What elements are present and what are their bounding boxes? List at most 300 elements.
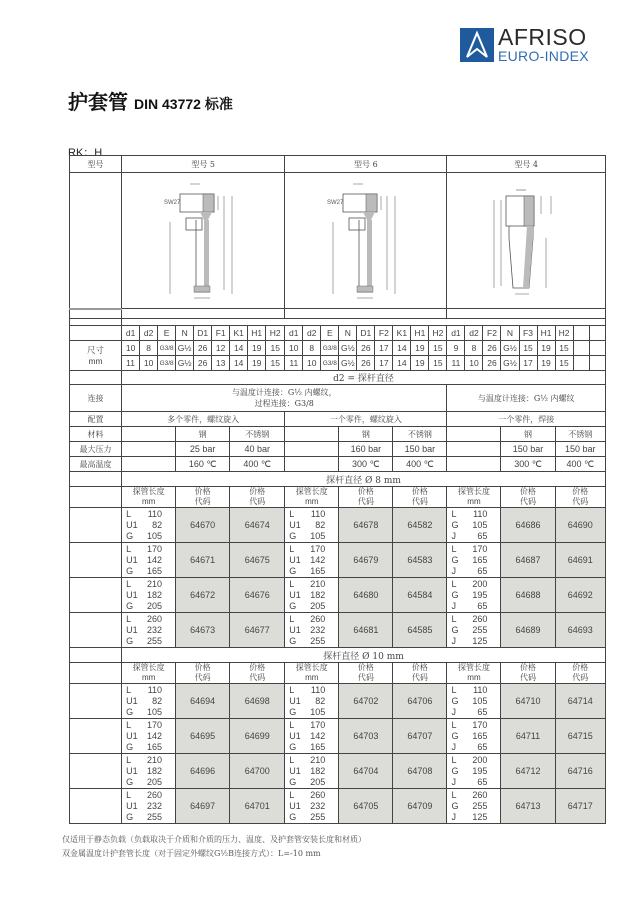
spacer-row bbox=[70, 309, 606, 319]
dimension-value-text: 13 bbox=[215, 358, 226, 368]
length-key: L bbox=[289, 508, 295, 519]
material-value bbox=[230, 427, 285, 442]
dimension-value-text: 26 bbox=[197, 358, 208, 368]
price-header-line1: 价格 bbox=[194, 663, 211, 672]
price-code-steel bbox=[176, 613, 230, 648]
product-row bbox=[70, 578, 606, 613]
length-entry bbox=[126, 520, 175, 531]
max-pressure-value bbox=[555, 442, 605, 457]
product-row bbox=[70, 684, 606, 719]
price-code-steel bbox=[501, 508, 555, 543]
type-6-drawing-svg bbox=[291, 174, 441, 304]
dimension-value bbox=[537, 356, 555, 371]
dimension-value bbox=[266, 341, 285, 356]
dimension-value bbox=[411, 341, 429, 356]
title-sub: DIN 43772 标准 bbox=[134, 96, 233, 112]
length-entry bbox=[289, 707, 338, 718]
dimension-value bbox=[321, 341, 339, 356]
price-code-stainless bbox=[555, 543, 605, 578]
dimension-header bbox=[411, 326, 429, 341]
length-entry bbox=[289, 579, 338, 590]
length-entry bbox=[126, 601, 175, 612]
length-value: 142 bbox=[147, 730, 163, 741]
length-key: G bbox=[126, 600, 134, 611]
price-code-text: 64707 bbox=[407, 731, 433, 741]
price-code-stainless bbox=[393, 578, 447, 613]
product-table bbox=[69, 155, 606, 824]
value-text: 钢 bbox=[198, 429, 207, 439]
config-value bbox=[122, 412, 285, 427]
price-header-line2: 代码 bbox=[520, 497, 536, 506]
dimension-value-text: 26 bbox=[197, 343, 208, 353]
price-code-header bbox=[501, 487, 555, 508]
length-entry bbox=[451, 590, 500, 601]
dimension-header-text: D1 bbox=[360, 328, 372, 338]
length-key: G bbox=[289, 565, 297, 576]
length-key: G bbox=[289, 600, 297, 611]
dimension-value-text: 15 bbox=[270, 343, 280, 353]
dimension-value bbox=[158, 341, 176, 356]
price-code-stainless bbox=[555, 719, 605, 754]
length-cell bbox=[285, 578, 339, 613]
value-text: 钢 bbox=[361, 429, 370, 439]
dimension-header bbox=[158, 326, 176, 341]
dimension-value bbox=[176, 356, 194, 371]
length-key: L bbox=[126, 578, 132, 589]
price-code-header bbox=[501, 663, 555, 684]
price-code-stainless bbox=[393, 719, 447, 754]
price-code-text: 64673 bbox=[190, 625, 216, 635]
price-code-steel bbox=[501, 543, 555, 578]
length-key: G bbox=[126, 530, 134, 541]
length-value: 142 bbox=[147, 554, 163, 565]
length-key: L bbox=[289, 789, 295, 800]
length-entry bbox=[451, 614, 500, 625]
length-value: 105 bbox=[147, 530, 163, 541]
type-4-drawing bbox=[447, 173, 606, 309]
length-key: U1 bbox=[289, 519, 301, 530]
length-value: 65 bbox=[477, 706, 488, 717]
max-temp-value bbox=[339, 457, 393, 472]
length-entry bbox=[451, 720, 500, 731]
length-entry bbox=[289, 531, 338, 542]
price-header-line2: 代码 bbox=[520, 673, 536, 682]
price-header-line2: 代码 bbox=[194, 673, 211, 682]
section-title bbox=[122, 472, 606, 487]
dimension-value-text: 15 bbox=[523, 343, 533, 353]
price-code-stainless bbox=[555, 684, 605, 719]
length-entry bbox=[126, 566, 175, 577]
type-5-label: 型号 5 bbox=[191, 159, 215, 169]
length-entry bbox=[451, 742, 500, 753]
length-entry bbox=[126, 555, 175, 566]
length-entry bbox=[289, 755, 338, 766]
product-row bbox=[70, 613, 606, 648]
length-key: L bbox=[289, 719, 295, 730]
dimension-value-text: 26 bbox=[361, 343, 371, 353]
price-code-header bbox=[393, 663, 447, 684]
length-entry bbox=[451, 777, 500, 788]
dimension-header-text: N bbox=[506, 328, 514, 338]
product-row bbox=[70, 543, 606, 578]
length-key: G bbox=[289, 530, 297, 541]
type-4-label: 型号 4 bbox=[514, 159, 539, 169]
length-cell bbox=[285, 684, 339, 719]
dimension-value-text: 8 bbox=[309, 343, 315, 353]
price-code-text: 64691 bbox=[567, 555, 593, 565]
length-cell bbox=[122, 754, 176, 789]
dimension-value-text: G½ bbox=[340, 358, 355, 368]
dimension-header-text: K1 bbox=[233, 328, 244, 338]
max-pressure-value bbox=[230, 442, 285, 457]
material-row bbox=[70, 427, 606, 442]
dimension-value-text: 26 bbox=[361, 358, 371, 368]
dimension-value-text: 15 bbox=[559, 343, 569, 353]
max-pressure-value bbox=[501, 442, 555, 457]
dimension-header bbox=[465, 326, 483, 341]
price-code-header bbox=[339, 487, 393, 508]
length-key: L bbox=[451, 719, 457, 730]
price-code-steel bbox=[339, 684, 393, 719]
length-cell bbox=[122, 789, 176, 824]
material-label bbox=[70, 427, 122, 442]
price-code-stainless bbox=[230, 578, 285, 613]
length-value: 125 bbox=[472, 811, 488, 822]
price-header-line2: 代码 bbox=[572, 673, 589, 682]
length-entry bbox=[289, 766, 338, 777]
drawing-label-cell bbox=[70, 173, 122, 309]
price-code-steel bbox=[339, 789, 393, 824]
length-key: L bbox=[289, 754, 295, 765]
dimension-header-text: H2 bbox=[432, 328, 444, 338]
length-key: G bbox=[451, 554, 459, 565]
length-cell bbox=[122, 613, 176, 648]
price-code-text: 64708 bbox=[407, 766, 433, 776]
dimension-value-text: 19 bbox=[415, 343, 425, 353]
dimension-value-text: 26 bbox=[487, 343, 497, 353]
length-key: L bbox=[289, 684, 295, 695]
length-value: 182 bbox=[147, 589, 163, 600]
length-header bbox=[285, 663, 339, 684]
price-code-header bbox=[176, 487, 230, 508]
length-entry bbox=[451, 790, 500, 801]
length-value: 82 bbox=[152, 519, 163, 530]
dimension-value-text: 14 bbox=[233, 343, 244, 353]
length-value: 200 bbox=[472, 578, 488, 589]
brand-sub: EURO-INDEX bbox=[498, 48, 589, 64]
price-header-line1: 价格 bbox=[572, 663, 589, 672]
max-temp-value bbox=[176, 457, 230, 472]
length-value: 142 bbox=[310, 554, 326, 565]
length-entry bbox=[126, 755, 175, 766]
dimension-value bbox=[447, 356, 465, 371]
length-entry bbox=[126, 720, 175, 731]
product-row bbox=[70, 754, 606, 789]
price-header-line1: 价格 bbox=[520, 663, 536, 672]
dimension-header bbox=[303, 326, 321, 341]
price-header-line2: 代码 bbox=[411, 673, 428, 682]
length-value: 65 bbox=[477, 776, 488, 787]
connection-label bbox=[70, 385, 122, 412]
d2-note bbox=[122, 371, 606, 385]
length-key: U1 bbox=[126, 800, 138, 811]
length-key: L bbox=[126, 789, 132, 800]
max-pressure-value bbox=[176, 442, 230, 457]
max-pressure-label-text: 最大压力 bbox=[79, 444, 112, 454]
price-code-stainless bbox=[230, 543, 285, 578]
length-cell bbox=[447, 789, 501, 824]
price-header-line1: 价格 bbox=[249, 663, 266, 672]
length-entry bbox=[451, 707, 500, 718]
length-value: 255 bbox=[310, 635, 326, 646]
price-header-line2: 代码 bbox=[249, 673, 266, 682]
config-value bbox=[447, 412, 606, 427]
price-code-text: 64681 bbox=[353, 625, 379, 635]
length-value: 232 bbox=[147, 624, 163, 635]
length-header-line2: mm bbox=[467, 497, 481, 506]
length-cell bbox=[285, 789, 339, 824]
page-title bbox=[68, 86, 233, 115]
price-code-text: 64711 bbox=[515, 731, 541, 741]
length-entry bbox=[126, 777, 175, 788]
spacer-row bbox=[70, 319, 606, 326]
dimension-row bbox=[70, 356, 606, 371]
price-header-line1: 价格 bbox=[520, 487, 536, 496]
dimension-label-line1: 尺寸 bbox=[87, 344, 105, 355]
length-entry bbox=[289, 742, 338, 753]
length-value: 105 bbox=[472, 695, 488, 706]
length-entry bbox=[126, 731, 175, 742]
price-code-stainless bbox=[230, 508, 285, 543]
price-code-steel bbox=[176, 719, 230, 754]
price-code-text: 64709 bbox=[407, 801, 433, 811]
price-header-line1: 价格 bbox=[249, 487, 266, 496]
value-text: 160 bar bbox=[350, 444, 382, 454]
dimension-header-text: d1 bbox=[451, 328, 461, 338]
dimension-value bbox=[158, 356, 176, 371]
dimension-value-text: 19 bbox=[541, 343, 551, 353]
price-code-stainless bbox=[555, 578, 605, 613]
price-code-text: 64670 bbox=[190, 520, 216, 530]
length-key: G bbox=[289, 741, 297, 752]
length-value: 110 bbox=[473, 684, 488, 695]
length-value: 110 bbox=[473, 508, 488, 519]
length-value: 65 bbox=[477, 565, 488, 576]
length-entry bbox=[451, 766, 500, 777]
connection-type56-line1: 与温度计连接：G½ 内螺纹， bbox=[231, 388, 337, 397]
length-value: 65 bbox=[477, 600, 488, 611]
price-code-steel bbox=[501, 754, 555, 789]
length-value: 65 bbox=[477, 741, 488, 752]
price-code-stainless bbox=[230, 684, 285, 719]
length-key: G bbox=[126, 741, 134, 752]
price-header-line1: 价格 bbox=[411, 663, 428, 672]
dimension-header bbox=[357, 326, 375, 341]
dimension-label-line2: mm bbox=[88, 355, 103, 366]
length-entry bbox=[289, 601, 338, 612]
length-cell bbox=[122, 684, 176, 719]
length-value: 182 bbox=[147, 765, 163, 776]
material-value bbox=[339, 427, 393, 442]
price-code-text: 64700 bbox=[244, 766, 270, 776]
length-key: G bbox=[289, 811, 297, 822]
d2-note-text: d2 = 探杆直径 bbox=[333, 374, 394, 384]
dimension-header bbox=[429, 326, 447, 341]
dimension-header-text: F2 bbox=[487, 328, 497, 338]
dimension-value-text: 15 bbox=[270, 358, 280, 368]
length-key: U1 bbox=[289, 554, 301, 565]
length-entry bbox=[289, 685, 338, 696]
length-value: 200 bbox=[472, 754, 488, 765]
dimension-value-text: 10 bbox=[469, 358, 479, 368]
length-entry bbox=[126, 544, 175, 555]
price-header-line2: 代码 bbox=[194, 497, 211, 506]
length-entry bbox=[451, 509, 500, 520]
value-text: 不锈钢 bbox=[407, 429, 432, 439]
length-entry bbox=[289, 720, 338, 731]
length-key: J bbox=[451, 776, 456, 787]
length-entry bbox=[126, 742, 175, 753]
length-entry bbox=[451, 566, 500, 577]
dimension-value-text: 17 bbox=[523, 358, 533, 368]
max-temp-label-text: 最高温度 bbox=[79, 459, 112, 469]
length-cell bbox=[447, 578, 501, 613]
afriso-logo-mark-icon bbox=[460, 28, 494, 62]
length-key: L bbox=[289, 543, 295, 554]
length-entry bbox=[126, 696, 175, 707]
dimension-header-row bbox=[70, 326, 606, 341]
length-entry bbox=[126, 579, 175, 590]
length-key: L bbox=[289, 613, 295, 624]
dimension-header-text: H2 bbox=[269, 328, 281, 338]
dimension-header bbox=[176, 326, 194, 341]
dimension-value bbox=[285, 341, 303, 356]
length-value: 165 bbox=[310, 741, 326, 752]
length-entry bbox=[126, 812, 175, 823]
price-code-steel bbox=[176, 789, 230, 824]
length-key: J bbox=[451, 600, 456, 611]
length-value: 105 bbox=[310, 530, 326, 541]
dimension-header bbox=[266, 326, 285, 341]
length-value: 205 bbox=[310, 600, 326, 611]
length-value: 260 bbox=[147, 613, 163, 624]
price-code-text: 64710 bbox=[515, 696, 541, 706]
length-entry bbox=[451, 696, 500, 707]
length-value: 65 bbox=[477, 530, 488, 541]
value-text: 400 ℃ bbox=[566, 458, 595, 469]
length-key: L bbox=[126, 719, 132, 730]
price-code-text: 64699 bbox=[244, 731, 270, 741]
price-code-stainless bbox=[230, 754, 285, 789]
price-code-stainless bbox=[393, 613, 447, 648]
length-value: 182 bbox=[310, 589, 326, 600]
length-entry bbox=[289, 509, 338, 520]
length-value: 105 bbox=[147, 706, 163, 717]
length-value: 110 bbox=[310, 684, 326, 695]
price-code-text: 64679 bbox=[353, 555, 379, 565]
length-key: G bbox=[126, 635, 134, 646]
connection-type4-text: 与温度计连接：G½ 内螺纹 bbox=[477, 393, 575, 403]
dimension-value-text: G½ bbox=[503, 358, 517, 368]
dimension-header bbox=[519, 326, 537, 341]
length-value: 170 bbox=[472, 543, 488, 554]
length-key: G bbox=[289, 635, 297, 646]
dimension-value bbox=[357, 341, 375, 356]
length-entry bbox=[289, 590, 338, 601]
price-code-text: 64678 bbox=[353, 520, 379, 530]
config-value bbox=[285, 412, 447, 427]
price-header-line1: 价格 bbox=[572, 487, 589, 496]
dimension-value bbox=[248, 341, 266, 356]
length-key: L bbox=[126, 543, 132, 554]
footnote-2: 双金属温度计护套管长度（对于固定外螺纹G½B连接方式）：L=-10 mm bbox=[62, 849, 321, 858]
price-code-steel bbox=[339, 719, 393, 754]
length-value: 195 bbox=[472, 765, 488, 776]
length-entry bbox=[451, 579, 500, 590]
price-code-steel bbox=[176, 684, 230, 719]
dimension-header-text: d2 bbox=[143, 328, 154, 338]
dimension-header-text: E bbox=[163, 328, 170, 338]
length-entry bbox=[289, 520, 338, 531]
price-code-text: 64716 bbox=[567, 766, 593, 776]
sw27-label: SW27 bbox=[164, 200, 181, 206]
value-text: 300 ℃ bbox=[514, 458, 542, 469]
price-code-text: 64584 bbox=[407, 590, 433, 600]
dimension-value bbox=[357, 356, 375, 371]
price-code-steel bbox=[176, 754, 230, 789]
type-4-header bbox=[447, 156, 606, 173]
drawing-row bbox=[70, 173, 606, 309]
dimension-value-text: 11 bbox=[126, 358, 135, 368]
value-text: 160 ℃ bbox=[188, 458, 217, 469]
type-5-drawing bbox=[122, 173, 285, 309]
dimension-value bbox=[555, 341, 573, 356]
length-value: 210 bbox=[147, 578, 163, 589]
max-temp-value bbox=[555, 457, 605, 472]
length-entry bbox=[289, 801, 338, 812]
length-key: L bbox=[451, 613, 457, 624]
price-code-stainless bbox=[393, 754, 447, 789]
dimension-header-text: N bbox=[344, 328, 351, 338]
price-code-text: 64701 bbox=[244, 801, 270, 811]
length-value: 255 bbox=[147, 635, 163, 646]
length-entry bbox=[289, 636, 338, 647]
length-key: L bbox=[126, 684, 132, 695]
price-code-text: 64703 bbox=[353, 731, 379, 741]
length-cell bbox=[122, 543, 176, 578]
price-code-text: 64696 bbox=[190, 766, 216, 776]
dimension-value-text: 19 bbox=[415, 358, 425, 368]
dimension-value bbox=[465, 341, 483, 356]
length-entry bbox=[451, 601, 500, 612]
price-code-stainless bbox=[555, 789, 605, 824]
length-entry bbox=[289, 777, 338, 788]
type-label: 型号 bbox=[87, 159, 104, 169]
dimension-header-text: H1 bbox=[251, 328, 263, 338]
dimension-value bbox=[140, 356, 158, 371]
dimension-value bbox=[465, 356, 483, 371]
length-entry bbox=[451, 555, 500, 566]
length-entry bbox=[289, 614, 338, 625]
d2-note-row bbox=[70, 371, 606, 385]
length-key: U1 bbox=[289, 765, 301, 776]
max-temp-value bbox=[501, 457, 555, 472]
length-key: J bbox=[451, 635, 456, 646]
dimension-value bbox=[194, 341, 212, 356]
dimension-value bbox=[537, 341, 555, 356]
dimension-value-text: G½ bbox=[177, 343, 192, 353]
max-pressure-value bbox=[339, 442, 393, 457]
